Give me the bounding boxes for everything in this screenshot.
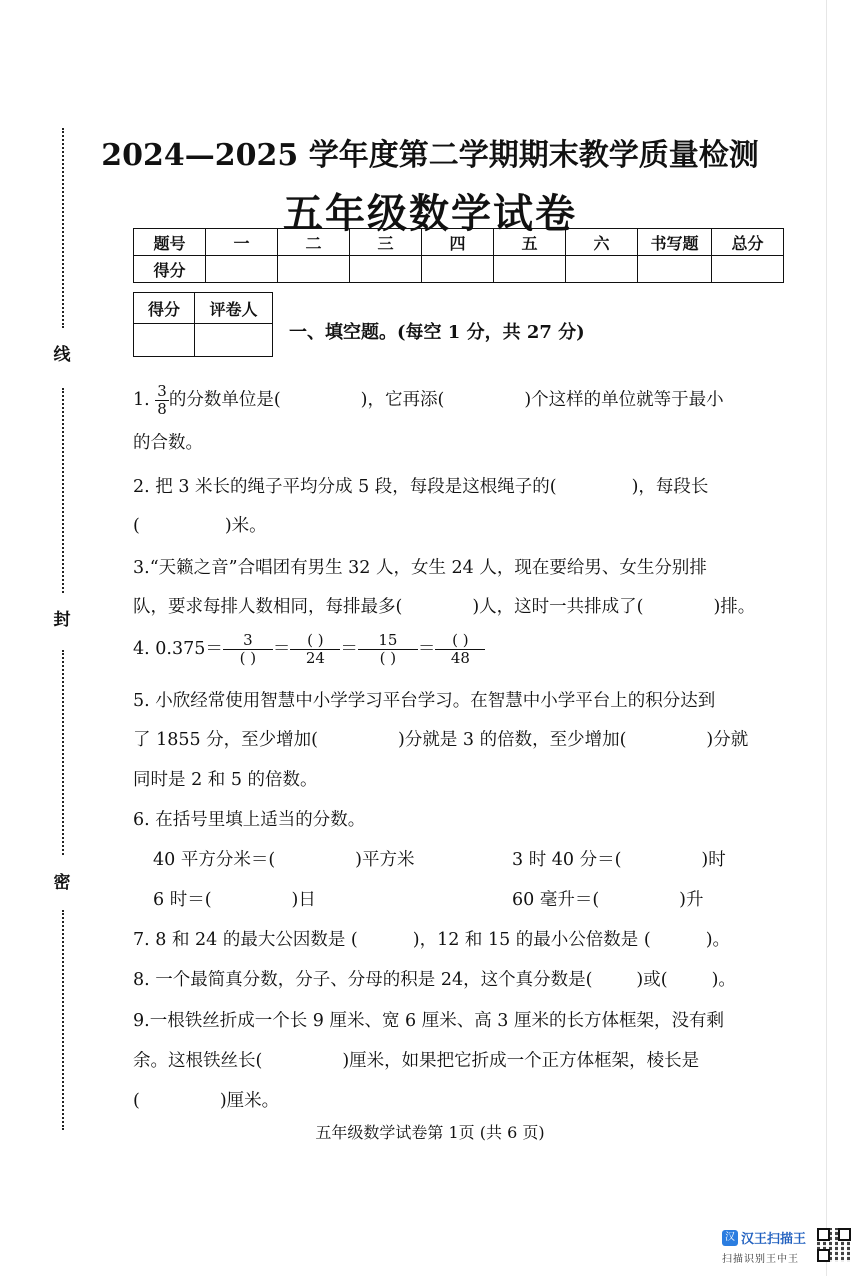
question-3-cont: 队，要求每排人数相同，每排最多( )人，这时一共排成了( )排。: [133, 597, 756, 617]
question-1: [133, 383, 724, 418]
score-header-cell: 五: [494, 229, 566, 256]
binding-char-mi: 密: [53, 873, 71, 893]
question-2: [133, 474, 708, 500]
question-3: 3.“天籁之音”合唱团有男生 32 人，女生 24 人，现在要给男、女生分别排: [133, 558, 707, 578]
question-5-cont: 了 1855 分，至少增加( )分就是 3 的倍数，至少增加( )分就: [133, 730, 749, 750]
fraction: $\frac{( )}{48}$: [435, 632, 485, 667]
score-header-cell: 题号: [134, 229, 206, 256]
score-header-cell: 书写题: [638, 229, 712, 256]
section-title: 一、填空题。(每空 1 分，共 27 分): [289, 322, 585, 343]
page-footer: 五年级数学试卷第 1页 (共 6 页): [315, 1123, 545, 1142]
binding-dotted-line: [62, 388, 64, 593]
fraction: $\frac{15}{( )}$: [358, 632, 418, 667]
fraction: $\frac{( )}{24}$: [290, 632, 340, 667]
question-9: 9.一根铁丝折成一个长 9 厘米、宽 6 厘米、高 3 厘米的长方体框架，没有剩: [133, 1011, 724, 1031]
grader-name-cell[interactable]: [195, 324, 273, 357]
score-header-cell: 四: [422, 229, 494, 256]
question-6-b: 3 时 40 分＝( )时: [512, 850, 726, 870]
question-text: )，每段长: [631, 477, 709, 497]
answer-blank[interactable]: ( ): [435, 632, 485, 650]
exam-subtitle: 五年级数学试卷: [283, 190, 577, 237]
question-1-cont: 的合数。: [133, 433, 203, 453]
question-6-d: 60 毫升＝( )升: [512, 890, 704, 910]
binding-char-xian: 线: [53, 345, 71, 365]
question-number: 1.: [133, 390, 150, 410]
question-text: 2. 把 3 米长的绳子平均分成 5 段，每段是这根绳子的(: [133, 477, 557, 497]
score-row-label: 得分: [134, 256, 206, 283]
question-6-c: 6 时＝( )日: [153, 890, 316, 910]
score-header-cell: 三: [350, 229, 422, 256]
answer-blank[interactable]: ( ): [290, 632, 340, 650]
grader-name-label: 评卷人: [195, 293, 273, 324]
score-header-row: [134, 229, 784, 256]
score-cell[interactable]: [422, 256, 494, 283]
question-9-cont: 余。这根铁丝长( )厘米，如果把它折成一个正方体框架，棱长是: [133, 1051, 700, 1071]
grader-score-label: 得分: [134, 293, 195, 324]
score-header-cell: 六: [566, 229, 638, 256]
question-text: 的分数单位是(: [168, 390, 281, 410]
question-4: 4. 0.375＝ $\frac{3}{( )}$ ＝ $\frac{( )}{24}$ ＝ $\frac{15}{( )}$ ＝ $\frac{( )}{48}$: [133, 632, 485, 667]
grader-score-cell[interactable]: [134, 324, 195, 357]
question-5-cont2: 同时是 2 和 5 的倍数。: [133, 770, 318, 790]
answer-blank[interactable]: ( ): [239, 649, 257, 667]
fraction-3-8: $\frac{3}{8}$: [157, 382, 167, 418]
grader-table: [133, 292, 273, 357]
fraction: $\frac{3}{( )}$: [223, 632, 273, 667]
binding-char-feng: 封: [53, 610, 71, 630]
question-6: 6. 在括号里填上适当的分数。: [133, 810, 366, 830]
question-text: )个这样的单位就等于最小: [524, 390, 724, 410]
answer-blank[interactable]: ( ): [379, 649, 397, 667]
question-5: 5. 小欣经常使用智慧中小学学习平台学习。在智慧中小学平台上的积分达到: [133, 691, 716, 711]
binding-dotted-line: [62, 910, 64, 1130]
question-text: )，它再添(: [360, 390, 445, 410]
question-2-cont: ( )米。: [133, 516, 267, 536]
qr-corner: [817, 1249, 830, 1262]
score-table: [133, 228, 784, 283]
score-cell[interactable]: [278, 256, 350, 283]
score-header-cell: 总分: [712, 229, 784, 256]
exam-title: 2024—2025 学年度第二学期期末教学质量检测: [101, 138, 759, 173]
score-cell[interactable]: [494, 256, 566, 283]
question-6-a: 40 平方分米＝( )平方米: [153, 850, 415, 870]
binding-dotted-line: [62, 650, 64, 855]
question-8: 8. 一个最简真分数，分子、分母的积是 24，这个真分数是( )或( )。: [133, 970, 736, 990]
score-cell[interactable]: [350, 256, 422, 283]
score-header-cell: 二: [278, 229, 350, 256]
score-cell[interactable]: [638, 256, 712, 283]
score-cell[interactable]: [712, 256, 784, 283]
qr-corner: [817, 1228, 830, 1241]
question-7: 7. 8 和 24 的最大公因数是 ( )，12 和 15 的最小公倍数是 ( )。: [133, 930, 731, 950]
score-cell[interactable]: [206, 256, 278, 283]
score-value-row: [134, 256, 784, 283]
qr-corner: [838, 1228, 851, 1241]
question-9-cont2: ( )厘米。: [133, 1091, 280, 1111]
scanner-logo-icon: 汉: [722, 1230, 738, 1246]
score-cell[interactable]: [566, 256, 638, 283]
watermark-name: 汉王扫描王: [741, 1232, 807, 1247]
watermark-tagline: 扫描识别王中王: [722, 1254, 799, 1265]
score-header-cell: 一: [206, 229, 278, 256]
